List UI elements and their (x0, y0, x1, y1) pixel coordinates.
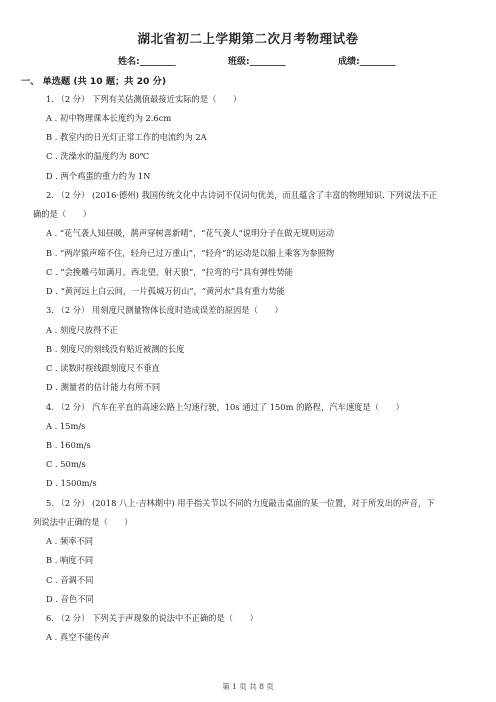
question-option: A . 初中物理课本长度约为 2.6cm (46, 113, 172, 123)
question-option: C . 读数时视线跟刻度尺不垂直 (46, 363, 160, 373)
question-option: D . 两个鸡蛋的重力约为 1N (46, 171, 151, 181)
question-option: B . 160m/s (46, 440, 91, 450)
question-stem: 1. （2 分） 下列有关估测值最接近实际的是（ ） (46, 94, 242, 104)
question-option: C . “会挽雕弓如满月，西北望，射天狼”，“拉弯的弓”具有弹性势能 (46, 267, 293, 277)
question-option: A . 15m/s (46, 421, 86, 431)
page-title: 湖北省初二上学期第二次月考物理试卷 (137, 31, 359, 46)
question-stem: 4. （2 分） 汽车在平直的高速公路上匀速行驶，10s 通过了 150m 的路程，汽车速度是（ ） (46, 402, 404, 412)
question-option: D . 音色不同 (46, 594, 94, 604)
question-option: C . 音调不同 (46, 575, 94, 585)
question-option: C . 50m/s (46, 459, 86, 469)
question-option: B . “两岸猿声啼不住，轻舟已过万重山”，“轻舟”的运动是以船上乘客为参照物 (46, 248, 335, 258)
question-option: B . 刻度尺的刻线没有贴近被测的长度 (46, 344, 185, 354)
question-option: A . 真空不能传声 (46, 632, 110, 642)
question-option: B . 教室内的日光灯正常工作的电流约为 2A (46, 132, 207, 142)
question-stem-continuation: 列说法中正确的是（ ） (33, 517, 133, 527)
question-option: A . 频率不同 (46, 536, 94, 546)
question-option: A . 刻度尺放得不正 (46, 325, 118, 335)
question-stem: 2. （2 分） (2016·德州) 我国传统文化中古诗词不仅词句优美，而且蕴含了丰富的物理知识. 下列说法不正 (46, 190, 438, 200)
section-heading: 一、 单选题 (共 10 题；共 20 分) (21, 76, 167, 87)
question-option: A . “花气袭人知昼暖，鹊声穿树喜新晴”，“花气袭人”说明分子在做无规则运动 (46, 228, 335, 238)
question-stem: 5. （2 分） (2018 八上·吉林期中) 用手指关节以不同的力度敲击桌面的某一位置，对于所发出的声音，下 (46, 498, 435, 508)
page-number-footer: 第 1 页 共 8 页 (222, 682, 274, 691)
question-option: D . “黄河远上白云间，一片孤城万仞山”，“黄河水”具有重力势能 (46, 286, 285, 296)
question-option: C . 洗澡水的温度约为 80℃ (46, 151, 150, 161)
name-field-label: 姓名:________ (118, 57, 176, 67)
class-field-label: 班级:________ (228, 57, 286, 67)
question-option: D . 测量者的估计能力有所不同 (46, 382, 161, 392)
question-stem-continuation: 确的是（ ） (33, 209, 92, 219)
question-option: B . 响度不同 (46, 555, 94, 565)
question-stem: 3. （2 分） 用刻度尺测量物体长度时造成误差的原因是（ ） (46, 305, 283, 315)
question-stem: 6. （2 分） 下列关于声现象的说法中不正确的是（ ） (46, 613, 258, 623)
score-field-label: 成绩:________ (338, 57, 396, 67)
question-option: D . 1500m/s (46, 478, 97, 488)
